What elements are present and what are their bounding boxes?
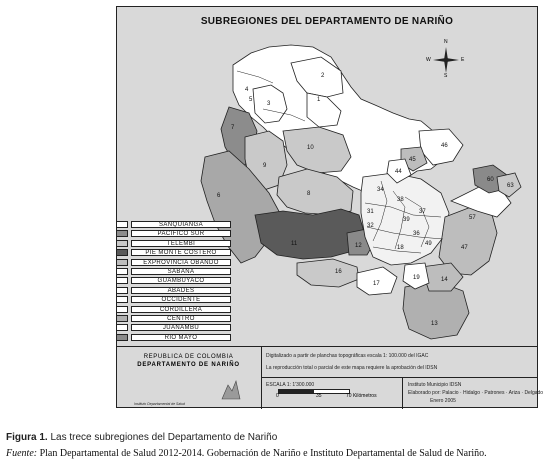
label-17: 17 bbox=[373, 281, 380, 287]
legend-swatch bbox=[116, 277, 128, 284]
institute-logo bbox=[220, 377, 242, 401]
legend-swatch bbox=[116, 334, 128, 341]
scale-label: ESCALA 1: 1'300.000 bbox=[266, 382, 315, 388]
legend-item bbox=[116, 324, 256, 332]
legend-label: OCCIDENTE bbox=[131, 296, 231, 303]
legend-label: CENTRO bbox=[131, 315, 231, 322]
compass-e: E bbox=[461, 57, 465, 63]
info-divider bbox=[261, 347, 262, 409]
legend-swatch bbox=[116, 259, 128, 266]
label-1: 1 bbox=[317, 97, 321, 103]
legend-item bbox=[116, 277, 256, 285]
label-11: 11 bbox=[291, 241, 298, 247]
legend-label: SANQUIANGA bbox=[131, 221, 231, 228]
legend-item bbox=[116, 240, 256, 248]
label-49: 49 bbox=[425, 241, 432, 247]
legend-label: EXPROVINCIA OBANDO bbox=[131, 259, 231, 266]
legend-swatch bbox=[116, 306, 128, 313]
label-46: 46 bbox=[441, 143, 448, 149]
label-18: 18 bbox=[397, 245, 404, 251]
label-7: 7 bbox=[231, 125, 235, 131]
legend-label: PIE MONTE COSTERO bbox=[131, 249, 231, 256]
source-label: Fuente: bbox=[6, 448, 38, 459]
department-label: DEPARTAMENTO DE NARIÑO bbox=[137, 362, 240, 368]
label-47: 47 bbox=[461, 245, 468, 251]
legend-swatch bbox=[116, 296, 128, 303]
credit-line-2: Elaborado por: Palacio · Hidalgo · Patrones · Ariza · Delgado bbox=[408, 390, 544, 396]
label-2: 2 bbox=[321, 73, 325, 79]
legend-item bbox=[116, 306, 256, 314]
figure-text: Las trece subregiones del Departamento de Nariño bbox=[47, 432, 278, 443]
label-12: 12 bbox=[355, 243, 362, 249]
label-44: 44 bbox=[395, 169, 402, 175]
legend-label: CORDILLERA bbox=[131, 306, 231, 313]
legend-item bbox=[116, 315, 256, 323]
label-39: 39 bbox=[403, 217, 410, 223]
legend-label: PACIFICO SUR bbox=[131, 230, 231, 237]
source-text: Plan Departamental de Salud 2012-2014. Gobernación de Nariño e Instituto Departamental de Salud de Nariño. bbox=[37, 448, 487, 459]
scale-zero: 0 bbox=[276, 393, 279, 399]
label-3: 3 bbox=[267, 101, 271, 107]
legend-swatch bbox=[116, 221, 128, 228]
legend-label: TELEMBI bbox=[131, 240, 231, 247]
legend-swatch bbox=[116, 268, 128, 275]
region-10 bbox=[283, 127, 351, 173]
legend-label: GUAMBUYACO bbox=[131, 277, 231, 284]
compass-s: S bbox=[444, 73, 448, 79]
legend-swatch bbox=[116, 249, 128, 256]
figure-caption bbox=[6, 432, 277, 443]
legend-item bbox=[116, 334, 256, 342]
map-title: SUBREGIONES DEL DEPARTAMENTO DE NARIÑO bbox=[200, 16, 454, 27]
label-57: 57 bbox=[469, 215, 476, 221]
legend-item bbox=[116, 259, 256, 267]
legend-swatch bbox=[116, 230, 128, 237]
legend-swatch bbox=[116, 240, 128, 247]
label-6: 6 bbox=[217, 193, 221, 199]
compass-w: W bbox=[426, 57, 431, 63]
scale-mid: 35 bbox=[316, 393, 322, 399]
label-31: 31 bbox=[367, 209, 374, 215]
legend-label: JUANAMBU bbox=[131, 324, 231, 331]
legend-item bbox=[116, 221, 256, 229]
label-45: 45 bbox=[409, 157, 416, 163]
source-line bbox=[6, 448, 487, 459]
credit-line-1: Instituto Municipio IDSN bbox=[408, 382, 462, 388]
figure-label: Figura 1. bbox=[6, 432, 48, 443]
label-36: 36 bbox=[413, 231, 420, 237]
legend-label: ABADES bbox=[131, 287, 231, 294]
label-14: 14 bbox=[441, 277, 448, 283]
compass-n: N bbox=[444, 39, 448, 45]
label-16: 16 bbox=[335, 269, 342, 275]
label-19: 19 bbox=[413, 275, 420, 281]
legend-item bbox=[116, 287, 256, 295]
legend-label: RIO MAYO bbox=[131, 334, 231, 341]
scale-end: 70 Kilómetros bbox=[346, 393, 377, 399]
label-10: 10 bbox=[307, 145, 314, 151]
legend-item bbox=[116, 230, 256, 238]
label-9: 9 bbox=[263, 163, 267, 169]
label-60: 60 bbox=[487, 177, 494, 183]
institute-label: Instituto Departamental de Salud bbox=[134, 402, 185, 406]
legend-label: SABANA bbox=[131, 268, 231, 275]
label-5: 5 bbox=[249, 97, 253, 103]
legend-item bbox=[116, 296, 256, 304]
legend-item bbox=[116, 249, 256, 257]
legend-swatch bbox=[116, 287, 128, 294]
label-4: 4 bbox=[245, 87, 249, 93]
label-8: 8 bbox=[307, 191, 311, 197]
label-37: 37 bbox=[419, 209, 426, 215]
scale-bar bbox=[278, 389, 350, 394]
region-16 bbox=[297, 259, 359, 287]
info-hline bbox=[261, 377, 538, 378]
republic-label: REPUBLICA DE COLOMBIA bbox=[143, 354, 234, 360]
legend-item bbox=[116, 268, 256, 276]
legend-swatch bbox=[116, 315, 128, 322]
info-divider-2 bbox=[402, 377, 403, 409]
label-38: 38 bbox=[397, 197, 404, 203]
label-13: 13 bbox=[431, 321, 438, 327]
compass-rose bbox=[426, 39, 465, 79]
label-32: 32 bbox=[367, 223, 374, 229]
credit-date: Enero 2005 bbox=[430, 398, 456, 404]
label-63: 63 bbox=[507, 183, 514, 189]
label-34: 34 bbox=[377, 187, 384, 193]
digitized-note: Digitalizado a partir de planchas topográficas escala 1: 100.000 del IGAC bbox=[266, 353, 429, 359]
legend-swatch bbox=[116, 324, 128, 331]
info-box bbox=[116, 346, 544, 408]
reproduction-note: La reproducción total o parcial de este mapa requiere la aprobación del IDSN bbox=[266, 365, 438, 371]
